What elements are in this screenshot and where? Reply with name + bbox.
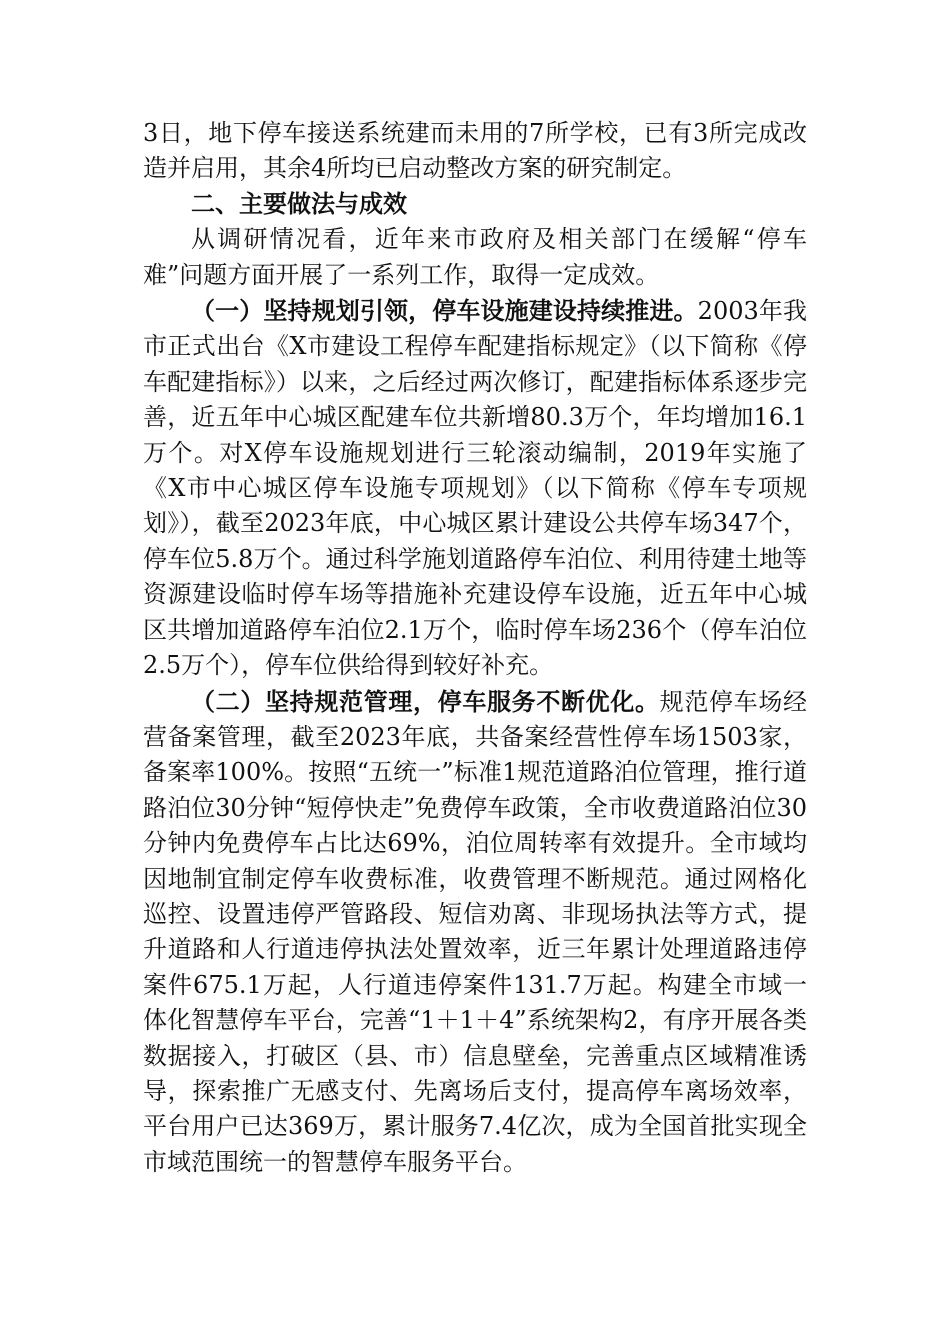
subsection-1-paragraph	[143, 293, 807, 683]
intro-paragraph: 从调研情况看，近年来市政府及相关部门在缓解“停车难”问题方面开展了一系列工作，取得一定成效。	[143, 225, 807, 289]
subsection-1-body: 2003年我市正式出台《X市建设工程停车配建指标规定》（以下简称《停车配建指标》）以来，之后经过两次修订，配建指标体系逐步完善，近五年中心城区配建车位共新增80.3万个，年均增加16.1万个。对X停车设施规划进行三轮滚动编制，2019年实施了《X市中心城区停车设施专项规划》（以下简称《停车专项规划》），截至2023年底，中心城区累计建设公共停车场347个，停车位5.8万个。通过科学施划道路停车泊位、利用待建土地等资源建设临时停车场等措施补充建设停车设施，近五年中心城区共增加道路停车泊位2.1万个，临时停车场236个（停车泊位2.5万个），停车位供给得到较好补充。	[143, 297, 808, 680]
subsection-2-body: 规范停车场经营备案管理，截至2023年底，共备案经营性停车场1503家，备案率100%。按照“五统一”标准1规范道路泊位管理，推行道路泊位30分钟“短停快走”免费停车政策，全市收费道路泊位30分钟内免费停车占比达69%，泊位周转率有效提升。全市域均因地制宜制定停车收费标准，收费管理不断规范。通过网格化巡控、设置违停严管路段、短信劝离、非现场执法等方式，提升道路和人行道违停执法处置效率，近三年累计处理道路违停案件675.1万起，人行道违停案件131.7万起。构建全市域一体化智慧停车平台，完善“1＋1＋4”系统架构2，有序开展各类数据接入，打破区（县、市）信息壁垒，完善重点区域精准诱导，探索推广无感支付、先离场后支付，提高停车离场效率，平台用户已达369万，累计服务7.4亿次，成为全国首批实现全市域范围统一的智慧停车服务平台。	[143, 687, 808, 1176]
subsection-2-heading: （二）坚持规范管理，停车服务不断优化。	[191, 686, 660, 716]
subsection-2-paragraph	[143, 684, 807, 1181]
subsection-1-heading: （一）坚持规划引领，停车设施建设持续推进。	[191, 296, 698, 326]
section-heading: 二、主要做法与成效	[191, 189, 407, 218]
paragraph-continuation: 3日，地下停车接送系统建而未用的7所学校，已有3所完成改造并启用，其余4所均已启动整改方案的研究制定。	[143, 119, 807, 183]
document-body	[143, 116, 807, 1180]
